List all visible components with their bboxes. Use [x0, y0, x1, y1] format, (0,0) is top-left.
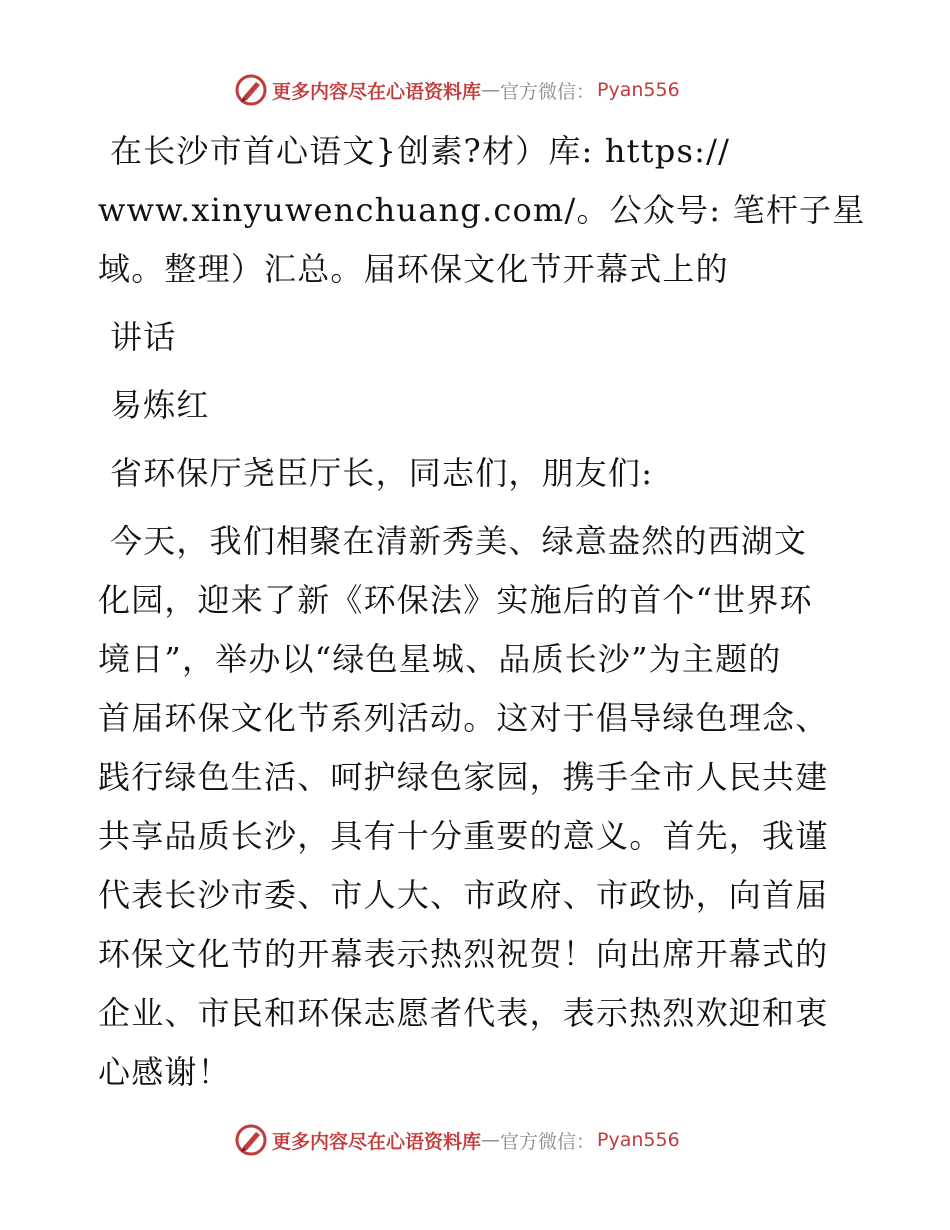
watermark-handle: Pyan556	[597, 79, 680, 101]
body-line: 化园，迎来了新《环保法》实施后的首个“世界环	[98, 581, 813, 619]
watermark-dash: —	[481, 1129, 501, 1151]
body-line: 首届环保文化节系列活动。这对于倡导绿色理念、	[98, 699, 829, 737]
document-body	[98, 122, 866, 1102]
body-line: 心感谢！	[98, 1053, 231, 1091]
intro-line: www.xinyuwenchuang.com/。公众号: 笔杆子星	[98, 191, 866, 229]
header-watermark	[234, 72, 680, 108]
body-line: 代表长沙市委、市人大、市政府、市政协，向首届	[98, 876, 829, 914]
salutation: 省环保厅尧臣厅长，同志们，朋友们:	[110, 454, 654, 492]
body-line: 境日”，举办以“绿色星城、品质长沙”为主题的	[98, 640, 782, 678]
intro-line: 域。整理）汇总。届环保文化节开幕式上的	[98, 250, 729, 288]
body-line: 今天，我们相聚在清新秀美、绿意盎然的西湖文	[110, 522, 808, 560]
body-line: 共享品质长沙，具有十分重要的意义。首先，我谨	[98, 817, 829, 855]
brush-logo-icon	[234, 73, 268, 107]
body-line: 践行绿色生活、呵护绿色家园，携手全市人民共建	[98, 758, 829, 796]
body-line: 企业、市民和环保志愿者代表，表示热烈欢迎和衷	[98, 994, 829, 1032]
footer-watermark	[234, 1122, 680, 1158]
watermark-dash: —	[481, 79, 501, 101]
watermark-site-text: 更多内容尽在心语资料库	[272, 1130, 482, 1153]
title-tail: 讲话	[110, 318, 177, 356]
author-name: 易炼红	[110, 386, 210, 424]
intro-line: 在长沙市首心语文}创素?材）库: https://	[110, 132, 731, 170]
watermark-site-text: 更多内容尽在心语资料库	[272, 80, 482, 103]
watermark-wechat-label: 官方微信：	[500, 1130, 596, 1153]
body-line: 环保文化节的开幕表示热烈祝贺！向出席开幕式的	[98, 935, 829, 973]
watermark-wechat-label: 官方微信：	[500, 80, 596, 103]
brush-logo-icon	[234, 1123, 268, 1157]
watermark-handle: Pyan556	[597, 1129, 680, 1151]
